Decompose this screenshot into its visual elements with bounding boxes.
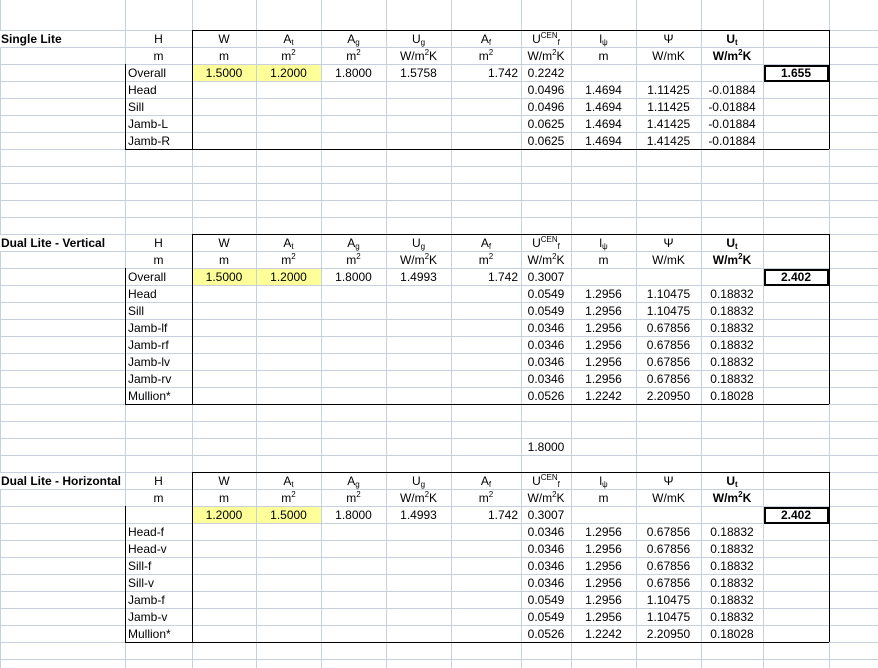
value-Af[interactable]: 0.0549 <box>527 610 565 624</box>
value-Uf[interactable]: 1.2956 <box>585 542 622 556</box>
header-Af[interactable]: $A_f$ <box>480 474 492 489</box>
value-lpsi[interactable]: 1.11425 <box>647 83 690 97</box>
value-Af[interactable]: 0.0346 <box>527 338 565 352</box>
component-label[interactable]: Jamb-L <box>128 117 169 131</box>
component-label[interactable]: Sill <box>128 304 145 318</box>
value-Uf[interactable]: 1.4694 <box>585 134 622 148</box>
value-Af[interactable]: 0.0346 <box>527 321 565 335</box>
value-lpsi[interactable]: 0.67856 <box>646 576 691 590</box>
header-psi[interactable]: Ψ <box>663 236 674 250</box>
value-psi[interactable]: -0.01884 <box>708 117 756 131</box>
value-H[interactable]: 1.5000 <box>205 66 243 80</box>
value-psi[interactable]: 0.18832 <box>710 287 754 301</box>
value-lpsi[interactable]: 1.10475 <box>646 593 691 607</box>
header-Uf[interactable]: $U^{CEN}_f$ <box>532 235 560 251</box>
value-lpsi[interactable]: 1.10475 <box>646 304 691 318</box>
value-lpsi[interactable]: 0.67856 <box>646 542 691 556</box>
header-W[interactable]: W <box>218 32 230 46</box>
value-lpsi[interactable]: 0.67856 <box>646 321 691 335</box>
value-psi[interactable]: 0.18832 <box>710 542 754 556</box>
value-psi[interactable]: 0.18832 <box>710 372 754 386</box>
header-W[interactable]: W <box>218 236 230 250</box>
value-Uf[interactable]: 1.2956 <box>585 287 622 301</box>
header-psi[interactable]: Ψ <box>663 32 674 46</box>
unit-lpsi[interactable]: m <box>598 253 609 267</box>
value-Ag[interactable]: 1.5758 <box>400 66 437 80</box>
component-label[interactable]: Sill <box>128 100 145 114</box>
value-Uf[interactable]: 1.2956 <box>585 559 622 573</box>
component-label[interactable]: Sill-v <box>128 576 154 590</box>
value-Af[interactable]: 0.3007 <box>527 508 565 522</box>
header-lpsi[interactable]: $l_\psi$ <box>599 32 608 47</box>
value-Uf[interactable]: 1.2956 <box>585 576 622 590</box>
value-Af[interactable]: 0.0496 <box>527 100 565 114</box>
table-border-left <box>192 30 193 149</box>
label-col-border <box>125 268 126 404</box>
value-Af[interactable]: 0.0625 <box>527 134 565 148</box>
unit-Uf[interactable]: $W/m^2K$ <box>527 490 565 505</box>
value-Af[interactable]: 0.2242 <box>527 66 565 80</box>
unit-Ug[interactable]: $W/m^2K$ <box>399 490 438 505</box>
header-lpsi[interactable]: $l_\psi$ <box>599 474 608 489</box>
value-At[interactable]: 1.8000 <box>335 66 372 80</box>
value-Af[interactable]: 0.0526 <box>527 627 565 641</box>
value-Af[interactable]: 0.0549 <box>527 304 565 318</box>
value-psi[interactable]: 0.18832 <box>710 304 754 318</box>
value-Af[interactable]: 0.0625 <box>527 117 565 131</box>
value-lpsi[interactable]: 1.11425 <box>647 100 690 114</box>
row-label[interactable]: Overall <box>128 270 167 284</box>
header-Ut[interactable]: $U_t$ <box>726 32 738 47</box>
header-Ut[interactable]: $U_t$ <box>726 236 738 251</box>
unit-Af[interactable]: $m^2$ <box>478 252 494 267</box>
value-psi[interactable]: 0.18832 <box>710 593 754 607</box>
table-border-top <box>192 472 829 473</box>
value-Ag[interactable]: 1.4993 <box>400 270 437 284</box>
unit-Ag[interactable]: $m^2$ <box>346 252 361 267</box>
value-Uf[interactable]: 1.4694 <box>585 83 622 97</box>
header-W[interactable]: W <box>218 474 230 488</box>
header-At[interactable]: $A_t$ <box>283 236 294 251</box>
value-lpsi[interactable]: 2.20950 <box>646 627 691 641</box>
component-label[interactable]: Jamb-lv <box>128 355 171 369</box>
value-lpsi[interactable]: 1.41425 <box>646 134 691 148</box>
unit-Uf[interactable]: $W/m^2K$ <box>527 48 565 63</box>
unit-Ut[interactable]: $W/m^2K$ <box>712 48 752 63</box>
value-Uf[interactable]: 1.2956 <box>585 338 622 352</box>
unit-Ut[interactable]: $W/m^2K$ <box>712 490 752 505</box>
value-H[interactable]: 1.2000 <box>205 508 243 522</box>
value-Af[interactable]: 0.0496 <box>527 83 565 97</box>
component-label[interactable]: Jamb-rf <box>128 338 169 352</box>
unit-Uf[interactable]: $W/m^2K$ <box>527 252 565 267</box>
unit-Af[interactable]: $m^2$ <box>478 490 494 505</box>
label-col-border <box>125 64 126 149</box>
table-border-right <box>829 30 830 149</box>
value-Uf[interactable]: 1.2956 <box>585 321 622 335</box>
unit-Ug[interactable]: $W/m^2K$ <box>399 252 438 267</box>
unit-W[interactable]: m <box>219 49 229 63</box>
value-At[interactable]: 1.8000 <box>335 508 372 522</box>
unit-At[interactable]: $m^2$ <box>281 48 296 63</box>
unit-Ag[interactable]: $m^2$ <box>346 48 361 63</box>
row-label[interactable] <box>125 507 192 523</box>
value-Af[interactable]: 0.0346 <box>527 559 565 573</box>
header-H[interactable]: H <box>154 474 163 488</box>
component-label[interactable]: Head-v <box>128 542 167 556</box>
header-Af[interactable]: $A_f$ <box>480 32 492 47</box>
table-border-left <box>192 472 193 642</box>
label-col-border <box>125 506 126 642</box>
table-border-left <box>192 234 193 404</box>
value-Uf[interactable]: 1.4694 <box>585 117 622 131</box>
value-psi[interactable]: 0.18832 <box>710 610 754 624</box>
header-Ag[interactable]: $A_g$ <box>347 236 360 251</box>
value-W[interactable]: 1.5000 <box>270 508 307 522</box>
header-H[interactable]: H <box>154 236 163 250</box>
value-Af[interactable]: 0.0526 <box>527 389 565 403</box>
unit-H[interactable]: m <box>153 49 164 63</box>
value-Af[interactable]: 0.0346 <box>527 542 565 556</box>
unit-psi[interactable]: W/mK <box>652 49 685 63</box>
value-lpsi[interactable]: 2.20950 <box>646 389 691 403</box>
component-label[interactable]: Jamb-v <box>128 610 168 624</box>
value-psi[interactable]: -0.01884 <box>708 83 756 97</box>
value-lpsi[interactable]: 0.67856 <box>646 559 691 573</box>
section-title: Dual Lite - Vertical <box>0 235 124 251</box>
value-Af[interactable]: 0.0346 <box>527 576 565 590</box>
component-label[interactable]: Jamb-f <box>128 593 165 607</box>
value-Af[interactable]: 0.0346 <box>527 372 565 386</box>
unit-Ut[interactable]: $W/m^2K$ <box>712 252 752 267</box>
unit-lpsi[interactable]: m <box>598 49 609 63</box>
header-Uf[interactable]: $U^{CEN}_f$ <box>532 473 560 489</box>
value-Af[interactable]: 0.0346 <box>527 525 565 539</box>
value-psi[interactable]: -0.01884 <box>708 134 756 148</box>
header-Ug[interactable]: $U_g$ <box>411 32 426 47</box>
value-W[interactable]: 1.2000 <box>270 270 307 284</box>
value-Uf[interactable]: 1.2956 <box>585 610 622 624</box>
table-border-top <box>192 234 829 235</box>
section-title: Single Lite <box>0 31 124 47</box>
header-psi[interactable]: Ψ <box>663 474 674 488</box>
unit-H[interactable]: m <box>153 491 164 505</box>
header-Ag[interactable]: $A_g$ <box>347 32 360 47</box>
unit-At[interactable]: $m^2$ <box>281 252 296 267</box>
table-border-right <box>829 472 830 642</box>
header-H[interactable]: H <box>154 32 163 46</box>
component-label[interactable]: Sill-f <box>128 559 152 573</box>
component-label[interactable]: Head <box>128 287 157 301</box>
value-lpsi[interactable]: 0.67856 <box>646 525 691 539</box>
table-border-bottom <box>125 642 829 643</box>
value-Af[interactable]: 0.0549 <box>527 593 565 607</box>
table-border-bottom <box>125 404 829 405</box>
value-psi[interactable]: 0.18832 <box>710 576 754 590</box>
value-psi[interactable]: 0.18832 <box>710 559 754 573</box>
value-Ut[interactable]: 1.655 <box>780 66 812 80</box>
header-Uf[interactable]: $U^{CEN}_f$ <box>532 31 560 47</box>
unit-W[interactable]: m <box>219 253 229 267</box>
value-psi[interactable]: 0.18832 <box>710 338 754 352</box>
unit-H[interactable]: m <box>153 253 164 267</box>
value-psi[interactable]: 0.18832 <box>710 355 754 369</box>
value-psi[interactable]: 0.18028 <box>710 389 754 403</box>
value-lpsi[interactable]: 1.41425 <box>646 117 691 131</box>
unit-Af[interactable]: $m^2$ <box>478 48 494 63</box>
header-Af[interactable]: $A_f$ <box>480 236 492 251</box>
value-At[interactable]: 1.8000 <box>335 270 372 284</box>
value-Uf[interactable]: 1.2242 <box>585 389 622 403</box>
table-border-top <box>192 30 829 31</box>
header-lpsi[interactable]: $l_\psi$ <box>599 236 608 251</box>
component-label[interactable]: Jamb-R <box>128 134 171 148</box>
component-label[interactable]: Mullion* <box>128 627 171 641</box>
component-label[interactable]: Head <box>128 83 157 97</box>
header-Ug[interactable]: $U_g$ <box>411 474 426 489</box>
value-psi[interactable]: 0.18028 <box>710 627 754 641</box>
value-psi[interactable]: 0.18832 <box>710 525 754 539</box>
unit-Ug[interactable]: $W/m^2K$ <box>399 48 438 63</box>
header-Ag[interactable]: $A_g$ <box>347 474 360 489</box>
component-label[interactable]: Head-f <box>128 525 165 539</box>
value-lpsi[interactable]: 1.10475 <box>646 287 691 301</box>
unit-At[interactable]: $m^2$ <box>281 490 296 505</box>
row-label[interactable]: Overall <box>128 66 167 80</box>
value-Uf[interactable]: 1.2956 <box>585 372 622 386</box>
value-Uf[interactable]: 1.2956 <box>585 593 622 607</box>
value-psi[interactable]: 0.18832 <box>710 321 754 335</box>
value-lpsi[interactable]: 0.67856 <box>646 338 691 352</box>
value-Af[interactable]: 0.0549 <box>527 287 565 301</box>
header-At[interactable]: $A_t$ <box>283 32 294 47</box>
value-Ug[interactable]: 1.742 <box>487 66 518 80</box>
value-H[interactable]: 1.5000 <box>205 270 243 284</box>
value-Af[interactable]: 0.3007 <box>527 270 565 284</box>
table-border-right <box>829 234 830 404</box>
value-Uf[interactable]: 1.4694 <box>585 100 622 114</box>
component-label[interactable]: Mullion* <box>128 389 171 403</box>
value-Ug[interactable]: 1.742 <box>487 270 518 284</box>
value-Af[interactable]: 0.0346 <box>527 355 565 369</box>
component-label[interactable]: Jamb-rv <box>128 372 172 386</box>
unit-W[interactable]: m <box>219 491 229 505</box>
value-lpsi[interactable]: 0.67856 <box>646 355 691 369</box>
table-border-bottom <box>125 149 829 150</box>
unit-psi[interactable]: W/mK <box>652 253 685 267</box>
value-Uf[interactable]: 1.2956 <box>585 304 622 318</box>
value-Uf[interactable]: 1.2956 <box>585 525 622 539</box>
section-title: Dual Lite - Horizontal <box>0 473 124 489</box>
value-lpsi[interactable]: 1.10475 <box>646 610 691 624</box>
value-Ug[interactable]: 1.742 <box>487 508 518 522</box>
value-Ag[interactable]: 1.4993 <box>400 508 437 522</box>
unit-lpsi[interactable]: m <box>598 491 609 505</box>
value-psi[interactable]: -0.01884 <box>708 100 756 114</box>
unit-psi[interactable]: W/mK <box>652 491 685 505</box>
value-Uf[interactable]: 1.2242 <box>585 627 622 641</box>
unit-Ag[interactable]: $m^2$ <box>346 490 361 505</box>
header-At[interactable]: $A_t$ <box>283 474 294 489</box>
header-Ug[interactable]: $U_g$ <box>411 236 426 251</box>
value-lpsi[interactable]: 0.67856 <box>646 372 691 386</box>
value-Ut[interactable]: 2.402 <box>780 508 812 522</box>
component-label[interactable]: Jamb-lf <box>128 321 168 335</box>
value-Ut[interactable]: 2.402 <box>780 270 812 284</box>
header-Ut[interactable]: $U_t$ <box>726 474 738 489</box>
value-Uf[interactable]: 1.2956 <box>585 355 622 369</box>
value-W[interactable]: 1.2000 <box>270 66 307 80</box>
af-total[interactable]: 1.8000 <box>527 440 565 454</box>
